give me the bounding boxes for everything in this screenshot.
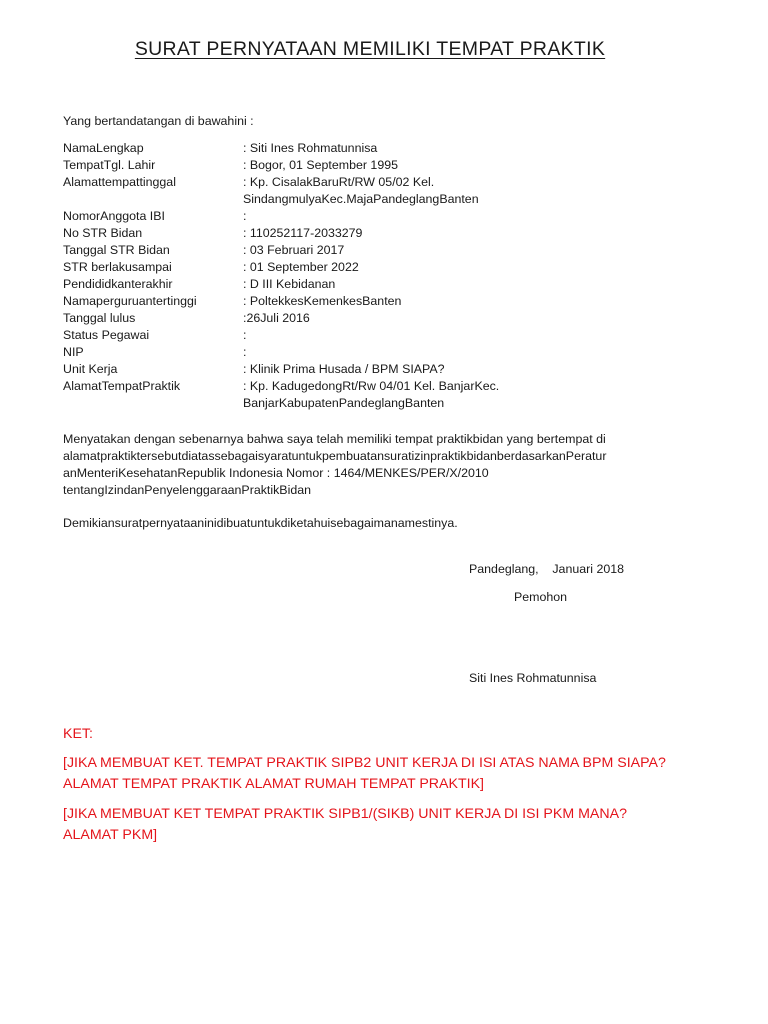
field-row (63, 310, 703, 327)
field-value: : 03 Februari 2017 (243, 243, 345, 257)
field-label: Pendididkanterakhir (63, 277, 173, 291)
field-value: : Kp. CisalakBaruRt/RW 05/02 Kel. SindangmulyaKec.MajaPandeglangBanten (243, 175, 479, 206)
field-row (63, 378, 703, 412)
field-label: TempatTgl. Lahir (63, 158, 156, 172)
field-row (63, 327, 703, 344)
field-label: Alamattempattinggal (63, 175, 176, 189)
document-title-text: SURAT PERNYATAAN MEMILIKI TEMPAT PRAKTIK (134, 38, 606, 60)
field-label: NomorAnggota IBI (63, 209, 165, 223)
field-label: NIP (63, 345, 84, 359)
place-date: Pandeglang, Januari 2018 (469, 562, 625, 576)
field-label: No STR Bidan (63, 226, 143, 240)
signer-name: Siti Ines Rohmatunnisa (469, 671, 597, 685)
field-row (63, 174, 703, 208)
field-row (63, 344, 703, 361)
statement-line: tentangIzindanPenyelenggaraanPraktikBidan (63, 483, 311, 497)
identity-fields (63, 140, 703, 412)
applicant-label: Pemohon (514, 590, 568, 604)
field-row (63, 276, 703, 293)
field-value: : D III Kebidanan (243, 277, 336, 291)
field-label: Tanggal lulus (63, 311, 136, 325)
field-row (63, 140, 703, 157)
statement-line: anMenteriKesehatanRepublik Indonesia Nomor : 1464/MENKES/PER/X/2010 (63, 466, 489, 480)
note-sipb1: [JIKA MEMBUAT KET TEMPAT PRAKTIK SIPB1/(SIKB) UNIT KERJA DI ISI PKM MANA? ALAMAT PKM] (63, 806, 627, 843)
field-value: : (243, 209, 247, 223)
field-value: : (243, 345, 247, 359)
statement-line: alamatpraktiktersebutdiatassebagaisyaratuntukpembuatansuratizinpraktikbidanberdasarkanPeratur (63, 449, 607, 463)
field-value: : 110252117-2033279 (243, 226, 363, 240)
field-value: : PoltekkesKemenkesBanten (243, 294, 402, 308)
field-row (63, 157, 703, 174)
field-label: AlamatTempatPraktik (63, 379, 181, 393)
closing-sentence: Demikiansuratpernyataaninidibuatuntukdiketahuisebagaimanamestinya. (63, 516, 458, 530)
field-label: Status Pegawai (63, 328, 150, 342)
notes-heading: KET: (63, 726, 93, 742)
field-label: Unit Kerja (63, 362, 118, 376)
document-title (0, 38, 740, 61)
field-value: : Bogor, 01 September 1995 (243, 158, 398, 172)
field-row (63, 208, 703, 225)
field-label: Tanggal STR Bidan (63, 243, 170, 257)
intro-text: Yang bertandatangan di bawahini : (63, 114, 254, 128)
field-label: NamaLengkap (63, 141, 144, 155)
field-value: : 01 September 2022 (243, 260, 359, 274)
statement-line: Menyatakan dengan sebenarnya bahwa saya telah memiliki tempat praktikbidan yang bertempat di (63, 432, 606, 446)
field-row (63, 259, 703, 276)
field-value: : Kp. KadugedongRt/Rw 04/01 Kel. BanjarKec. BanjarKabupatenPandeglangBanten (243, 379, 500, 410)
field-row (63, 293, 703, 310)
field-value: : Siti Ines Rohmatunnisa (243, 141, 378, 155)
field-value: : (243, 328, 247, 342)
field-row (63, 361, 703, 378)
note-sipb2: [JIKA MEMBUAT KET. TEMPAT PRAKTIK SIPB2 UNIT KERJA DI ISI ATAS NAMA BPM SIAPA? ALAMAT TEMPAT PRAKTIK ALAMAT RUMAH TEMPAT PRAKTIK] (63, 755, 666, 792)
statement-paragraph (63, 431, 703, 499)
field-value: : Klinik Prima Husada / BPM SIAPA? (243, 362, 445, 376)
field-label: STR berlakusampai (63, 260, 172, 274)
field-label: Namaperguruantertinggi (63, 294, 197, 308)
field-row (63, 242, 703, 259)
field-value: :26Juli 2016 (243, 311, 310, 325)
field-row (63, 225, 703, 242)
